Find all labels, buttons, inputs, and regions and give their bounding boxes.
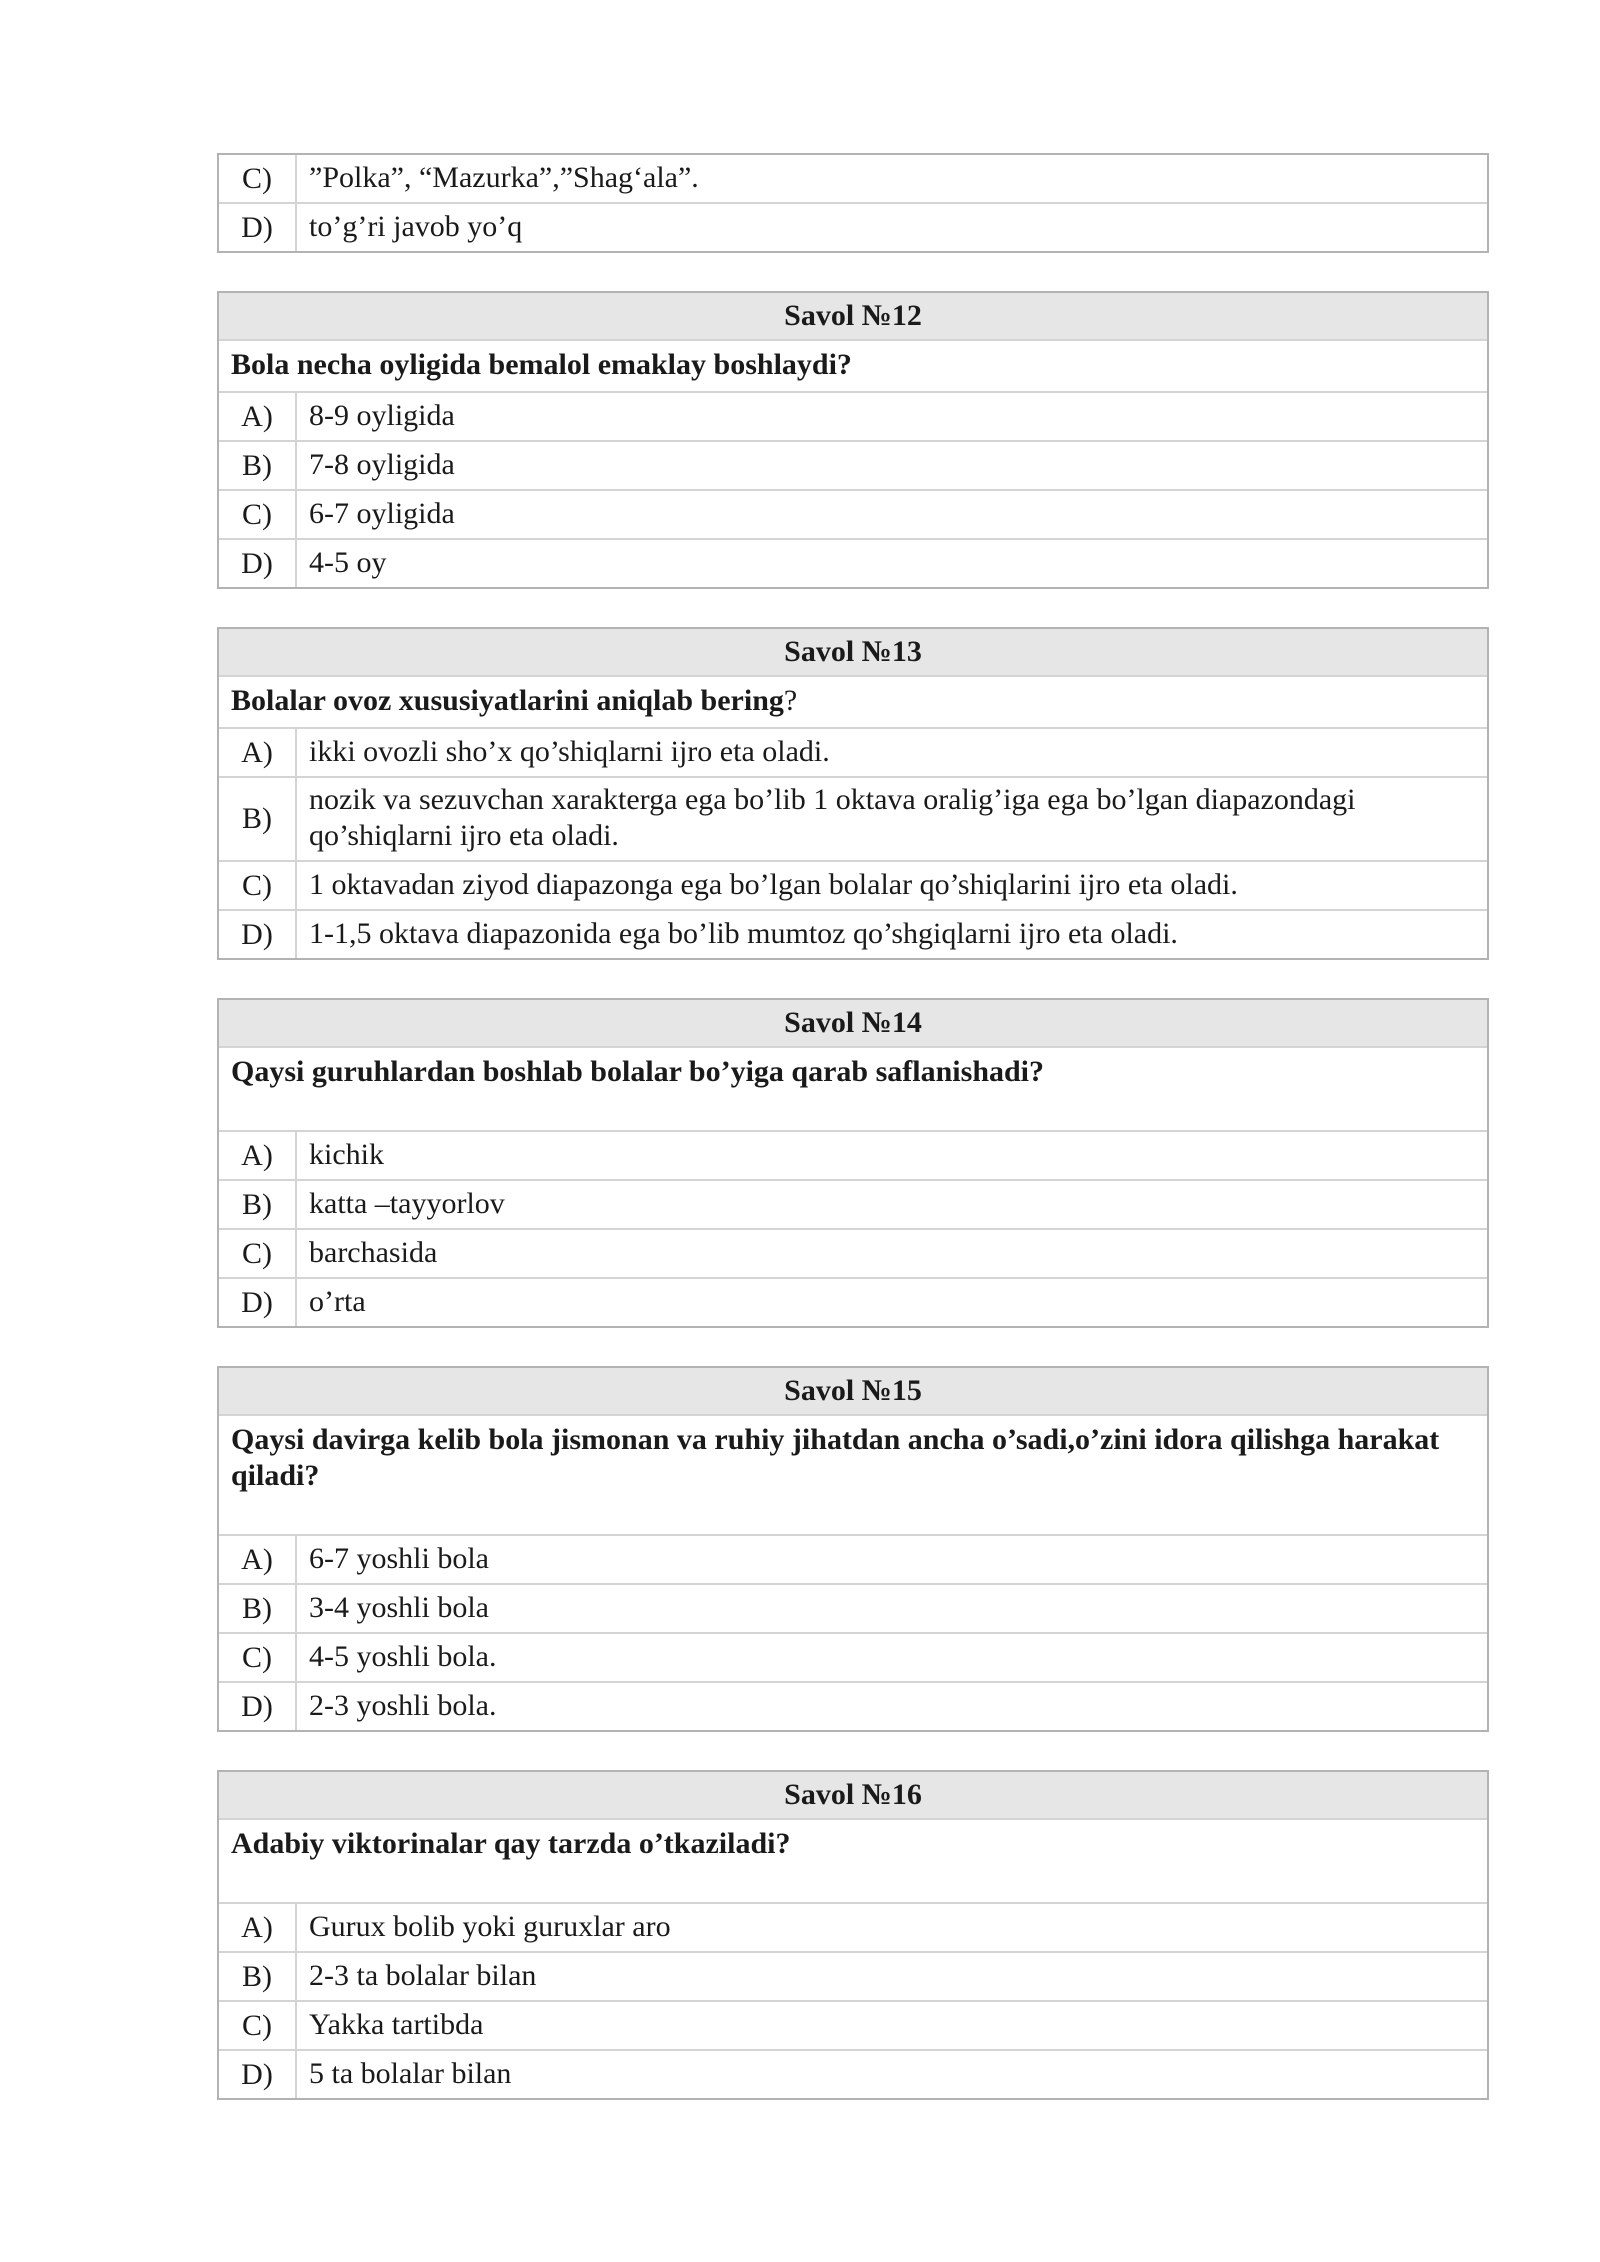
answer-option <box>219 1279 1487 1326</box>
option-text: 6-7 yoshli bola <box>309 1542 489 1575</box>
answer-option <box>219 1230 1487 1279</box>
question-title: Savol №16 <box>219 1772 1487 1820</box>
question-title: Savol №12 <box>219 293 1487 341</box>
option-label: C) <box>219 155 297 202</box>
question-text: Qaysi davirga kelib bola jismonan va ruhiy jihatdan ancha o’sadi,o’zini idora qilishga harakat qiladi? <box>219 1416 1487 1536</box>
option-text: 6-7 oyligida <box>309 497 455 530</box>
option-text: 7-8 oyligida <box>309 448 455 481</box>
option-label: A) <box>219 1904 297 1951</box>
answer-option <box>219 911 1487 958</box>
question-block-15 <box>217 1366 1489 1732</box>
answer-option <box>219 729 1487 778</box>
option-label: B) <box>219 442 297 489</box>
option-text: nozik va sezuvchan xarakterga ega bo’lib 1 oktava oralig’iga ega bo’lgan diapazondagi qo’shiqlarni ijro eta oladi. <box>309 783 1356 852</box>
option-text: Yakka tartibda <box>309 2008 484 2041</box>
option-text: 5 ta bolalar bilan <box>309 2057 512 2090</box>
option-label: D) <box>219 1279 297 1326</box>
question-text: Bola necha oyligida bemalol emaklay boshlaydi? <box>219 341 1487 393</box>
question-text: Adabiy viktorinalar qay tarzda o’tkaziladi? <box>219 1820 1487 1904</box>
option-label: A) <box>219 393 297 440</box>
option-label: A) <box>219 1132 297 1179</box>
answer-option <box>219 862 1487 911</box>
option-label: C) <box>219 2002 297 2049</box>
answer-option <box>219 2002 1487 2051</box>
question-text <box>219 677 1487 729</box>
option-text: 1 oktavadan ziyod diapazonga ega bo’lgan bolalar qo’shiqlarini ijro eta oladi. <box>309 868 1238 901</box>
option-label: B) <box>219 1585 297 1632</box>
answer-option <box>219 204 1487 251</box>
option-text: Gurux bolib yoki guruxlar aro <box>309 1910 671 1943</box>
answer-option <box>219 1953 1487 2002</box>
option-label: C) <box>219 862 297 909</box>
option-label: C) <box>219 491 297 538</box>
option-label: C) <box>219 1634 297 1681</box>
question-block-13 <box>217 627 1489 960</box>
option-label: D) <box>219 204 297 251</box>
question-block-16 <box>217 1770 1489 2100</box>
option-label: D) <box>219 911 297 958</box>
option-label: B) <box>219 1181 297 1228</box>
answer-option <box>219 491 1487 540</box>
option-text: kichik <box>309 1138 384 1171</box>
option-text: 8-9 oyligida <box>309 399 455 432</box>
question-title: Savol №13 <box>219 629 1487 677</box>
question-title: Savol №15 <box>219 1368 1487 1416</box>
answer-option <box>219 1132 1487 1181</box>
option-text: 4-5 yoshli bola. <box>309 1640 497 1673</box>
answer-option <box>219 393 1487 442</box>
option-label: A) <box>219 1536 297 1583</box>
option-label: A) <box>219 729 297 776</box>
question-title: Savol №14 <box>219 1000 1487 1048</box>
question-block-12 <box>217 291 1489 589</box>
option-label: D) <box>219 2051 297 2098</box>
answer-option <box>219 2051 1487 2098</box>
option-text: ”Polka”, “Mazurka”,”Shag‘ala”. <box>309 161 699 194</box>
option-text: 2-3 yoshli bola. <box>309 1689 497 1722</box>
option-text: katta –tayyorlov <box>309 1187 505 1220</box>
answer-option <box>219 155 1487 204</box>
answer-option <box>219 1683 1487 1730</box>
question-suffix: ? <box>783 684 798 717</box>
answer-option <box>219 442 1487 491</box>
answer-option <box>219 1634 1487 1683</box>
question-text: Qaysi guruhlardan boshlab bolalar bo’yiga qarab saflanishadi? <box>219 1048 1487 1132</box>
option-label: B) <box>219 778 297 860</box>
answer-option <box>219 1536 1487 1585</box>
question-block-continuation <box>217 153 1489 253</box>
option-label: D) <box>219 540 297 587</box>
option-label: B) <box>219 1953 297 2000</box>
option-text: o’rta <box>309 1285 366 1318</box>
answer-option <box>219 540 1487 587</box>
answer-option <box>219 1181 1487 1230</box>
option-text: 2-3 ta bolalar bilan <box>309 1959 537 1992</box>
option-text: barchasida <box>309 1236 438 1269</box>
option-text: 1-1,5 oktava diapazonida ega bo’lib mumtoz qo’shgiqlarni ijro eta oladi. <box>309 917 1178 950</box>
option-label: D) <box>219 1683 297 1730</box>
answer-option <box>219 1585 1487 1634</box>
question-text-bold: Bolalar ovoz xususiyatlarini aniqlab bering <box>231 684 784 717</box>
option-text: ikki ovozli sho’x qo’shiqlarni ijro eta oladi. <box>309 735 830 768</box>
option-label: C) <box>219 1230 297 1277</box>
answer-option <box>219 1904 1487 1953</box>
question-block-14 <box>217 998 1489 1328</box>
quiz-page <box>217 153 1489 2138</box>
option-text: 3-4 yoshli bola <box>309 1591 489 1624</box>
answer-option <box>219 778 1487 862</box>
option-text: 4-5 oy <box>309 546 387 579</box>
option-text: to’g’ri javob yo’q <box>309 210 523 243</box>
